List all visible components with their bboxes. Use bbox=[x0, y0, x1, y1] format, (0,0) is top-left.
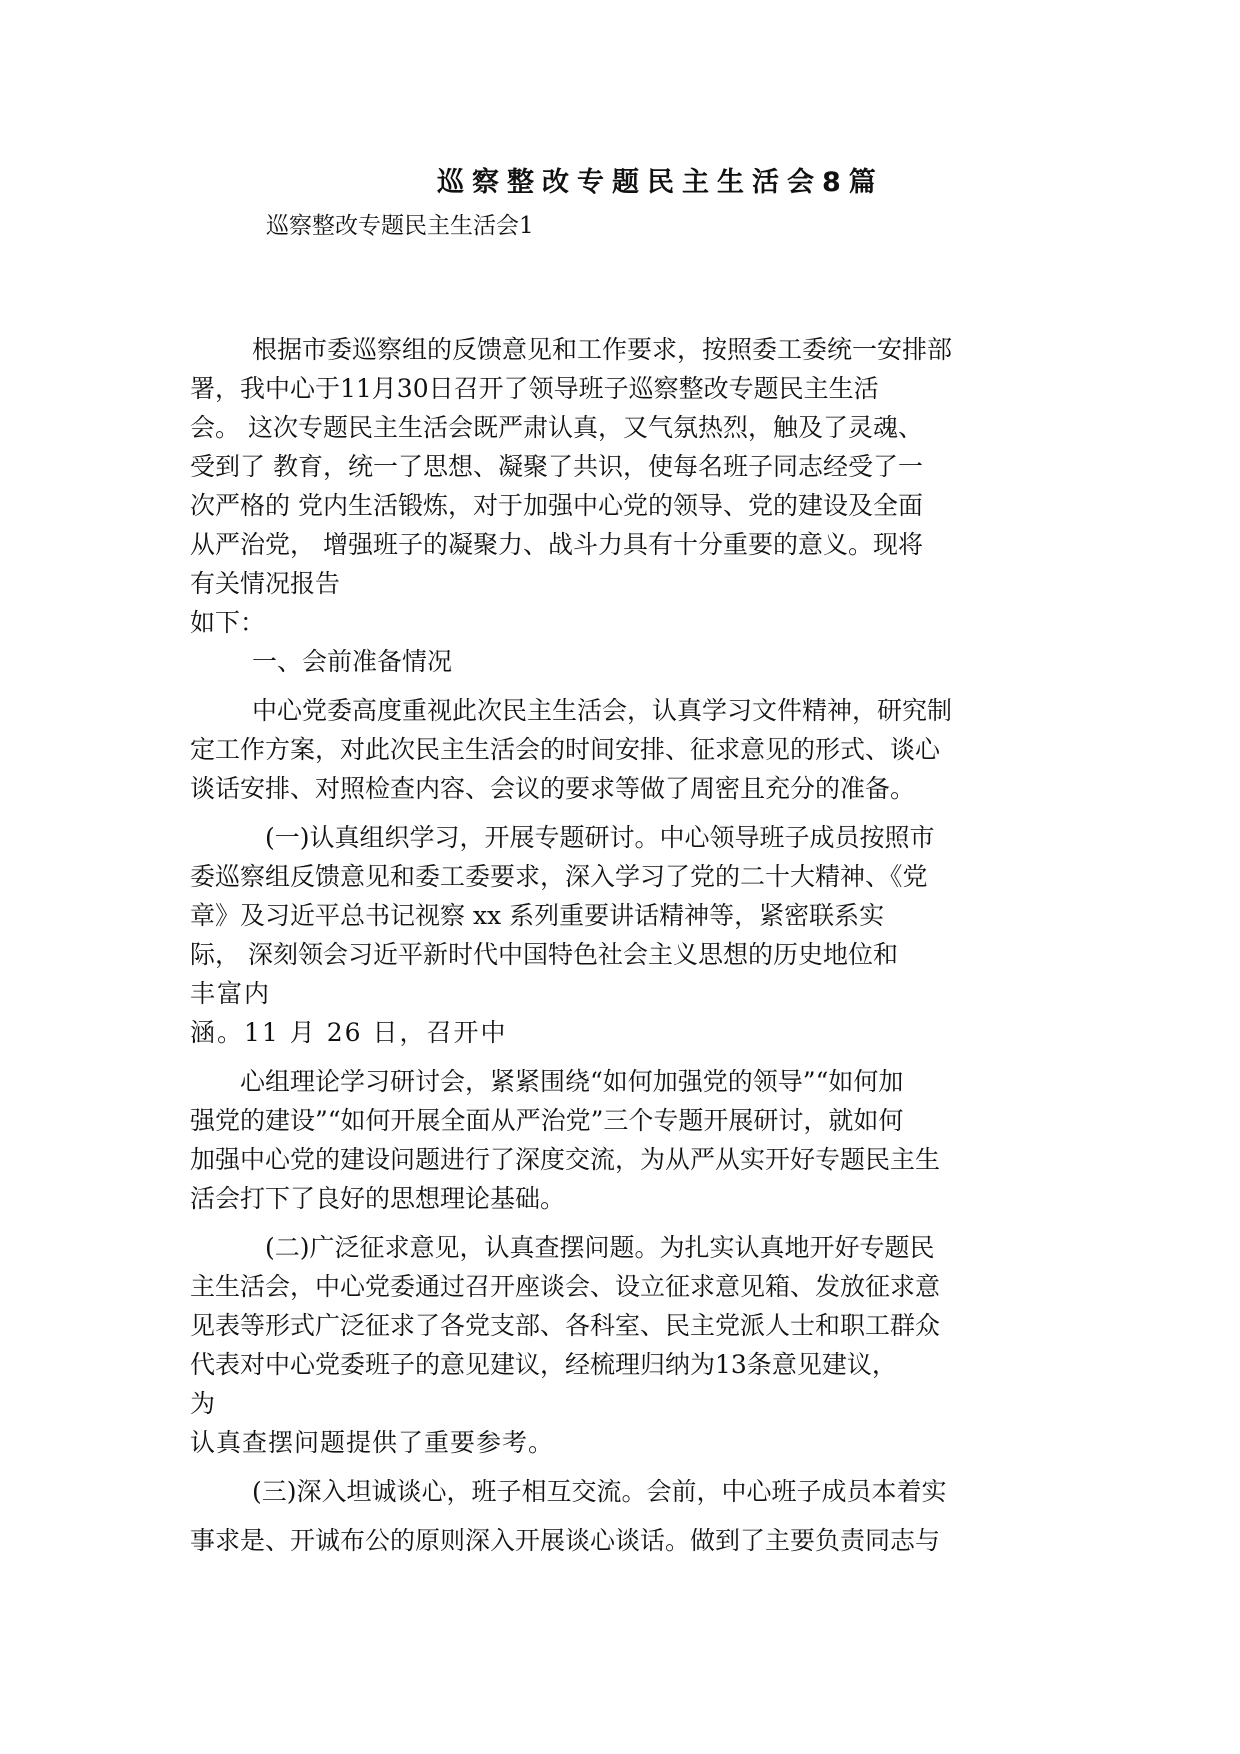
body-line: 涵。11 月 26 日，召开中 bbox=[190, 1018, 508, 1047]
body-line: 谈话安排、对照检查内容、会议的要求等做了周密且充分的准备。 bbox=[190, 774, 916, 803]
body-line: 如下： bbox=[190, 608, 266, 637]
body-line: (三)深入坦诚谈心，班子相互交流。会前，中心班子成员本着实 bbox=[252, 1477, 947, 1506]
body-line: 见表等形式广泛征求了各党支部、各科室、民主党派人士和职工群众 bbox=[190, 1311, 941, 1340]
body-line: 从严治党， 增强班子的凝聚力、战斗力具有十分重要的意义。现将 bbox=[190, 530, 923, 559]
body-line: 代表对中心党委班子的意见建议，经梳理归纳为13条意见建议， bbox=[190, 1350, 897, 1379]
body-line: 丰富内 bbox=[190, 979, 272, 1008]
document-title: 巡察整改专题民主生活会8篇 bbox=[437, 167, 884, 198]
body-line: 事求是、开诚布公的原则深入开展谈心谈话。做到了主要负责同志与 bbox=[190, 1526, 941, 1555]
body-line: 为 bbox=[190, 1389, 216, 1418]
body-line: (二)广泛征求意见，认真查摆问题。为扎实认真地开好专题民 bbox=[265, 1233, 935, 1262]
section-heading: 一、会前准备情况 bbox=[252, 647, 453, 676]
body-line: 加强中心党的建设问题进行了深度交流，为从严从实开好专题民主生 bbox=[190, 1145, 941, 1174]
body-line: 强党的建设”“如何开展全面从严治党”三个专题开展研讨，就如何 bbox=[190, 1106, 904, 1135]
body-line: (一)认真组织学习，开展专题研讨。中心领导班子成员按照市 bbox=[265, 823, 935, 852]
body-line: 主生活会，中心党委通过召开座谈会、设立征求意见箱、发放征求意 bbox=[190, 1272, 941, 1301]
body-line: 受到了 教育，统一了思想、凝聚了共识，使每名班子同志经受了一 bbox=[190, 452, 923, 481]
body-line: 会。 这次专题民主生活会既严肃认真，又气氛热烈，触及了灵魂、 bbox=[190, 413, 923, 442]
body-line: 心组理论学习研讨会，紧紧围绕“如何加强党的领导”“如何加 bbox=[240, 1067, 904, 1096]
body-line: 署，我中心于11月30日召开了领导班子巡察整改专题民主生活 bbox=[190, 374, 879, 403]
body-line: 中心党委高度重视此次民主生活会，认真学习文件精神，研究制 bbox=[252, 696, 953, 725]
body-line: 次严格的 党内生活锻炼，对于加强中心党的领导、党的建设及全面 bbox=[190, 491, 923, 520]
body-line: 定工作方案，对此次民主生活会的时间安排、征求意见的形式、谈心 bbox=[190, 735, 941, 764]
body-line: 根据市委巡察组的反馈意见和工作要求，按照委工委统一安排部 bbox=[252, 335, 953, 364]
body-line: 章》及习近平总书记视察 xx 系列重要讲话精神等，紧密联系实 bbox=[190, 901, 885, 930]
body-line: 委巡察组反馈意见和委工委要求，深入学习了党的二十大精神、《党 bbox=[190, 862, 928, 891]
document-subtitle: 巡察整改专题民主生活会1 bbox=[266, 213, 534, 239]
body-line: 活会打下了良好的思想理论基础。 bbox=[190, 1184, 566, 1213]
body-line: 际， 深刻领会习近平新时代中国特色社会主义思想的历史地位和 bbox=[190, 940, 898, 969]
body-line: 有关情况报告 bbox=[190, 569, 341, 598]
body-line: 认真查摆问题提供了重要参考。 bbox=[190, 1428, 555, 1457]
